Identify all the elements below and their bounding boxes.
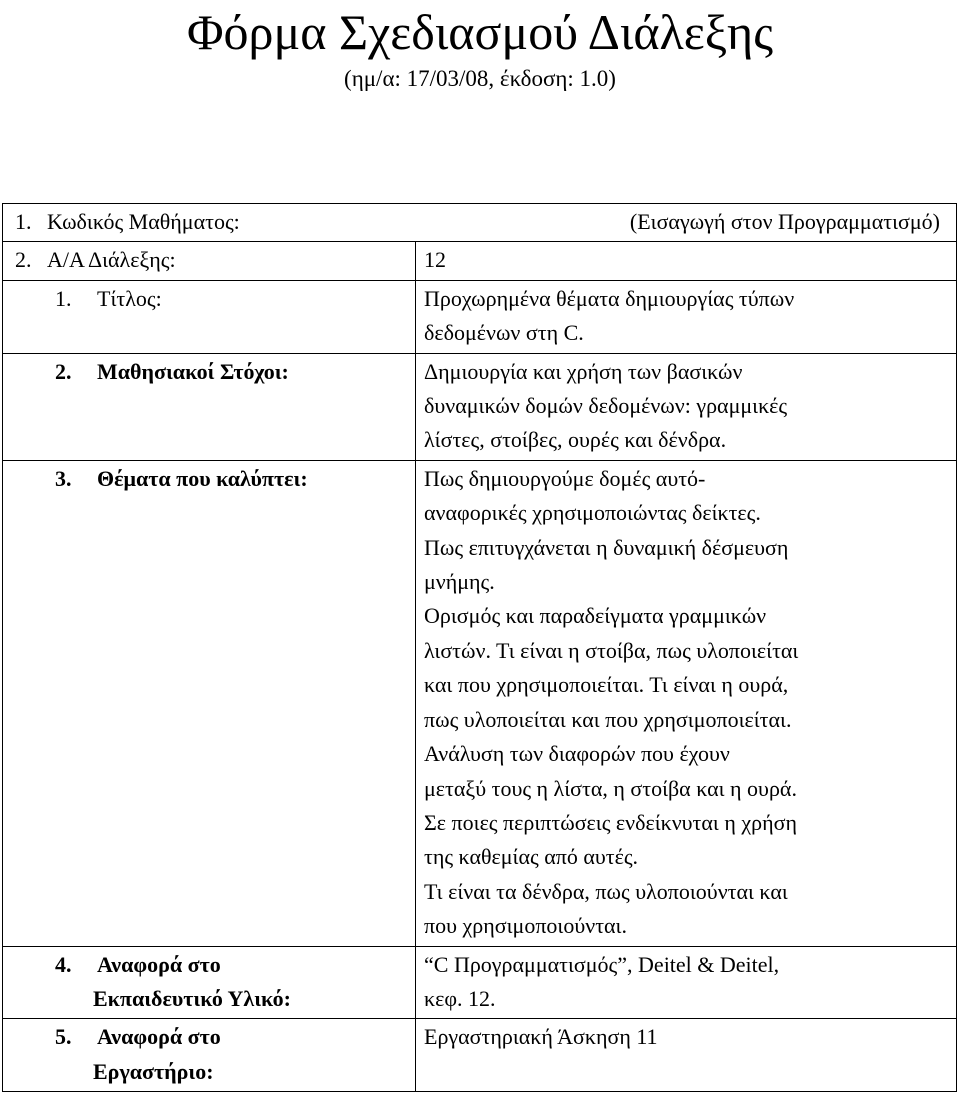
topics-line: πως υλοποιείται και που χρησιμοποιείται. <box>424 706 792 732</box>
topics-line: Τι είναι τα δένδρα, πως υλοποιούνται και <box>424 878 788 904</box>
page-title: Φόρμα Σχεδιασμού Διάλεξης <box>186 4 774 60</box>
row-number: 1. <box>55 285 72 311</box>
material-line: “C Προγραμματισμός”, Deitel & Deitel, <box>424 951 780 977</box>
lecture-number-label: Α/Α Διάλεξης: <box>47 247 176 273</box>
row-course-code <box>3 204 957 242</box>
topics-line: και που χρησιμοποιείται. Τι είναι η ουρά, <box>424 672 789 698</box>
objectives-label-cell <box>3 353 416 460</box>
row-number: 2. <box>55 358 72 384</box>
topics-line: της καθεμίας από αυτές. <box>424 844 639 870</box>
lab-value: Εργαστηριακή Άσκηση 11 <box>424 1024 658 1050</box>
topics-label: Θέματα που καλύπτει: <box>97 465 308 491</box>
row-number: 5. <box>55 1024 72 1050</box>
topics-line: Πως δημιουργούμε δομές αυτό- <box>424 465 706 491</box>
lab-label-line: Αναφορά στο <box>97 1024 221 1050</box>
objectives-line: Δημιουργία και χρήση των βασικών <box>424 358 743 384</box>
title-line: δεδομένων στη C. <box>424 320 584 346</box>
topics-line: λιστών. Τι είναι η στοίβα, πως υλοποιείται <box>424 637 799 663</box>
material-value-cell <box>416 946 957 1019</box>
course-code-label: Κωδικός Μαθήματος: <box>47 209 240 234</box>
objectives-label: Μαθησιακοί Στόχοι: <box>97 358 289 384</box>
lecture-form-table <box>2 203 957 1092</box>
topics-line: Ανάλυση των διαφορών που έχουν <box>424 741 730 767</box>
topics-line: μνήμης. <box>424 569 495 595</box>
row-number: 1. <box>15 209 32 234</box>
topics-label-cell <box>3 460 416 946</box>
lab-value-cell <box>416 1019 957 1092</box>
row-title <box>3 280 957 353</box>
material-line: κεφ. 12. <box>424 985 496 1011</box>
lecture-number-label-cell <box>3 242 416 280</box>
material-label-line: Εκπαιδευτικό Υλικό: <box>93 985 291 1011</box>
objectives-line: δυναμικών δομών δεδομένων: γραμμικές <box>424 393 788 419</box>
row-material <box>3 946 957 1019</box>
title-label: Τίτλος: <box>97 285 162 311</box>
topics-line: που χρησιμοποιούνται. <box>424 913 627 939</box>
row-number: 4. <box>55 951 72 977</box>
lecture-number-value-cell <box>416 242 957 280</box>
topics-line: Ορισμός και παραδείγματα γραμμικών <box>424 603 767 629</box>
row-lecture-number <box>3 242 957 280</box>
material-label-line: Αναφορά στο <box>97 951 221 977</box>
lab-label-line: Εργαστήριο: <box>93 1058 214 1084</box>
course-code-value: (Εισαγωγή στον Προγραμματισμό) <box>629 209 940 234</box>
title-label-cell <box>3 280 416 353</box>
row-topics <box>3 460 957 946</box>
course-code-cell <box>3 204 957 242</box>
row-lab <box>3 1019 957 1092</box>
lab-label-cell <box>3 1019 416 1092</box>
topics-value-cell <box>416 460 957 946</box>
row-number: 3. <box>55 465 72 491</box>
title-line: Προχωρημένα θέματα δημιουργίας τύπων <box>424 285 795 311</box>
topics-line: Σε ποιες περιπτώσεις ενδείκνυται η χρήση <box>424 809 797 835</box>
material-label-cell <box>3 946 416 1019</box>
row-objectives <box>3 353 957 460</box>
row-number: 2. <box>15 247 32 273</box>
topics-line: Πως επιτυγχάνεται η δυναμική δέσμευση <box>424 534 789 560</box>
version-subtitle: (ημ/α: 17/03/08, έκδοση: 1.0) <box>344 66 616 91</box>
topics-line: αναφορικές χρησιμοποιώντας δείκτες. <box>424 500 761 526</box>
topics-line: μεταξύ τους η λίστα, η στοίβα και η ουρά. <box>424 775 797 801</box>
objectives-value-cell <box>416 353 957 460</box>
lecture-number-value: 12 <box>424 247 446 273</box>
title-value-cell <box>416 280 957 353</box>
objectives-line: λίστες, στοίβες, ουρές και δένδρα. <box>424 427 727 453</box>
